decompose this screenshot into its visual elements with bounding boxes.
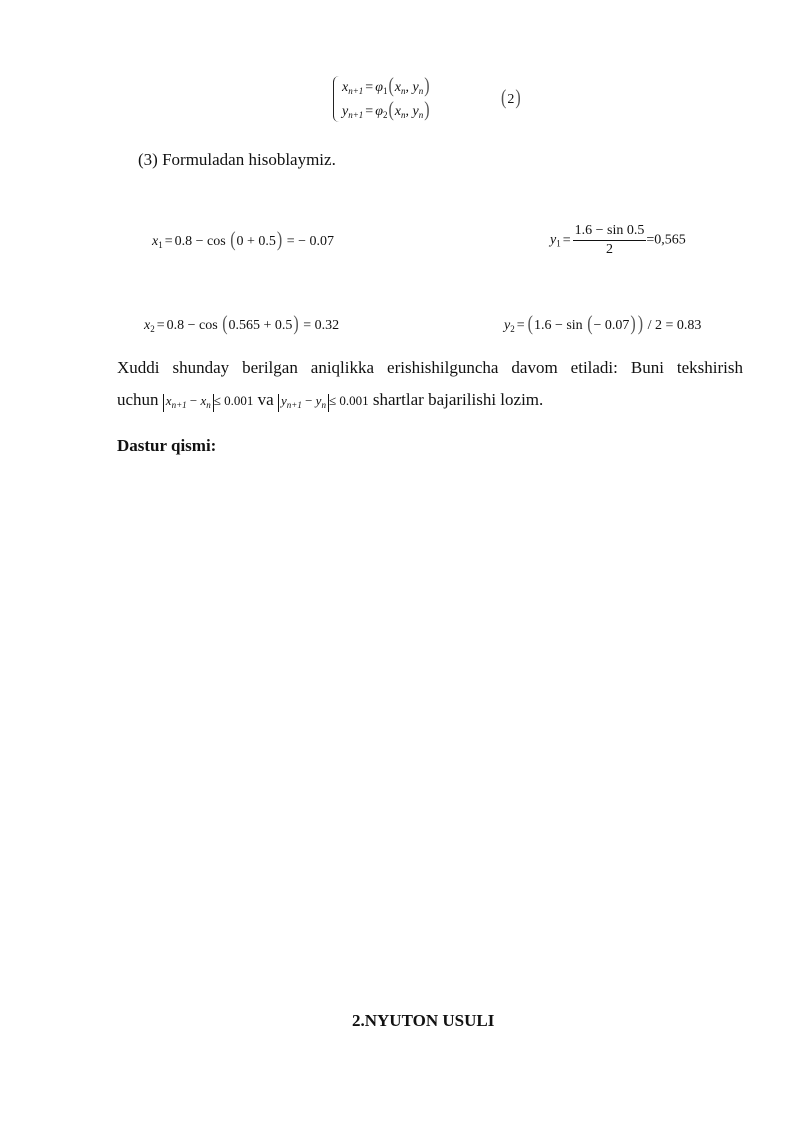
y1-fraction: $\frac{1.6 - \sin 0.5}{2}$ [574, 223, 645, 257]
intro-line [138, 150, 336, 170]
y1-equation: $y_1$ = $\frac{1.6 - \sin 0.5}{2}$ =0,565 [550, 223, 686, 257]
system-equation-2: $y_{n+1} = \varphi_2(x_n$, $y_n$) [342, 99, 430, 122]
x2-equation: $x_2 = 0.8 - \cos (0.565 + 0.5) = 0.32$ [144, 313, 340, 336]
condition-x: $x_{n+1} - x_n \le 0.001$ [163, 394, 254, 409]
paragraph-line-2: uchun $x_{n+1} - x_n \le 0.001$ va $y_{n+1} - y_n \le 0.001$ shartlar bajarilishi lozim. [117, 390, 544, 410]
y2-equation: $y_2 = (1.6 - \sin$ (− 0.07) ) / 2 = 0.83 [504, 313, 702, 336]
x1-equation: $x_1 = 0.8 - \cos (0 + 0.5)$ = − 0.07 [152, 229, 335, 252]
system-equation-1: $x_{n+1} = \varphi_1(x_n$, $y_n$) [342, 75, 430, 98]
section-title: 2.NYUTON USULI [352, 1011, 495, 1030]
paragraph-line-1: Xuddi shunday berilgan aniqlikka erishishilguncha davom etiladi: Buni tekshirish [117, 358, 743, 377]
system-brace [333, 76, 340, 122]
formula-reference: (3) [138, 150, 158, 169]
equation-number: (2) [501, 87, 521, 110]
convergence-paragraph [117, 352, 743, 418]
condition-y: $y_{n+1} - y_n \le 0.001$ [278, 394, 369, 409]
program-heading: Dastur qismi: [117, 436, 217, 455]
intro-text: Formuladan hisoblaymiz. [162, 150, 336, 169]
